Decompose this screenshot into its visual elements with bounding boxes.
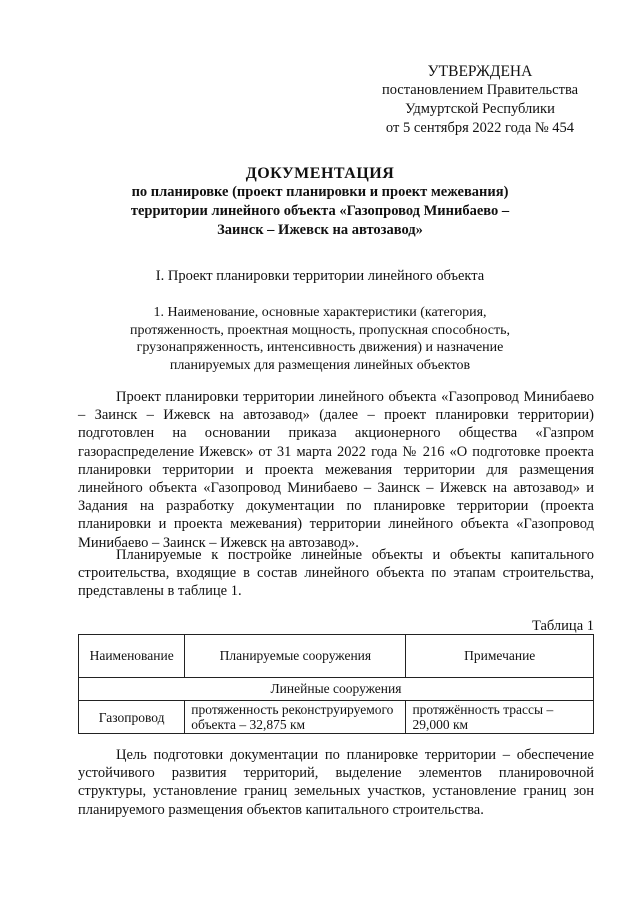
approval-line-3: от 5 сентября 2022 года № 454: [385, 120, 575, 136]
approval-block: [360, 62, 600, 138]
table-header-row: [79, 635, 594, 678]
paragraph-2: Планируемые к постройке линейные объекты и объекты капитального строительства, входящие в состав линейного объекта по этапам строительства, представлены в таблице 1.: [78, 547, 594, 600]
approval-line-2: Удмуртской Республики: [405, 101, 555, 117]
approval-line-1: постановлением Правительства: [381, 82, 579, 98]
table-cell: Газопровод: [79, 701, 185, 734]
subsection-heading: [110, 304, 530, 374]
paragraph-3: Цель подготовки документации по планировке территории – обеспечение устойчивого развития территорий, выделение элементов планировочной структуры, установление границ земельных участков, установление границ зон планируемого размещения объектов капитального строительства.: [78, 747, 594, 818]
subsection-line-2: протяженность, проектная мощность, пропускная способность,: [130, 322, 510, 338]
table-caption: Таблица 1: [531, 618, 594, 634]
table-cell: протяженность реконструируемого объекта – 32,875 км: [185, 701, 406, 734]
section-heading: I. Проект планировки территории линейного объекта: [155, 268, 485, 284]
table-header-cell: Наименование: [79, 635, 185, 678]
subsection-line-3: грузонапряженность, интенсивность движения) и назначение: [136, 340, 504, 355]
table-header-cell: Планируемые сооружения: [185, 635, 406, 678]
title-main: ДОКУМЕНТАЦИЯ: [245, 165, 395, 182]
structures-table: [78, 634, 594, 734]
title-line-1: по планировке (проект планировки и проект межевания): [131, 184, 509, 200]
table-row: [79, 701, 594, 734]
paragraph-1: Проект планировки территории линейного объекта «Газопровод Минибаево – Заинск – Ижевск на автозавод» (далее – проект планировки территории) подготовлен на основании приказа акционерного общества «Газпром газораспределение Ижевск» от 31 марта 2022 года № 216 «О подготовке проекта планировки территории и проекта межевания территории для размещения линейного объекта «Газопровод Минибаево – Заинск – Ижевск на автозавод» и Задания на разработку документации по планировке территории (проекта планировки и проекта межевания) территории линейного объекта «Газопровод Минибаево – Заинск – Ижевск на автозавод».: [78, 389, 594, 551]
subsection-line-1: 1. Наименование, основные характеристики (категория,: [153, 305, 487, 320]
subsection-line-4: планируемых для размещения линейных объектов: [169, 357, 471, 373]
title-line-2: территории линейного объекта «Газопровод Минибаево –: [130, 203, 510, 219]
table-group-cell: Линейные сооружения: [79, 678, 594, 701]
document-title: [90, 164, 550, 240]
title-line-3: Заинск – Ижевск на автозавод»: [217, 222, 423, 238]
table-header-cell: Примечание: [406, 635, 594, 678]
table-cell: протяжённость трассы – 29,000 км: [406, 701, 594, 734]
table-group-row: [79, 678, 594, 701]
approval-stamp: УТВЕРЖДЕНА: [427, 63, 533, 80]
